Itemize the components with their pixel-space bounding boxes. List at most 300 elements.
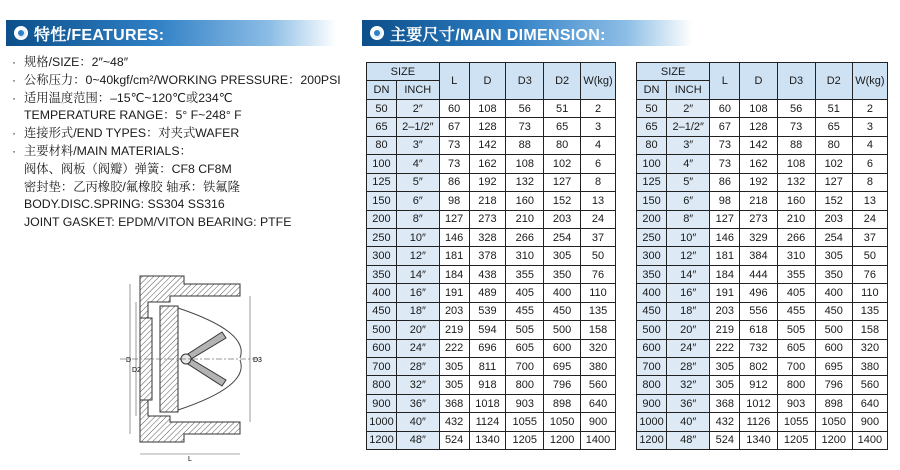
cell-weight: 24 — [852, 210, 887, 228]
feature-text: TEMPERATURE RANGE：5° F~248° F — [24, 108, 242, 123]
cell-dn: 50 — [637, 99, 667, 117]
header-d: D — [469, 63, 506, 100]
cell-d: 162 — [469, 155, 506, 173]
cell-inch: 16″ — [396, 284, 439, 302]
table-row — [367, 339, 616, 357]
cell-weight: 135 — [581, 302, 616, 320]
cell-l: 219 — [439, 321, 469, 339]
feature-line — [12, 196, 357, 214]
cell-dn: 800 — [367, 376, 397, 394]
cell-inch: 12″ — [396, 247, 439, 265]
cell-inch: 48″ — [396, 431, 439, 449]
feature-text: 适用温度范围：–15℃~120℃或234℃ — [24, 90, 233, 105]
features-section-header — [6, 20, 336, 46]
cell-d: 696 — [469, 339, 506, 357]
cell-d2: 51 — [544, 99, 581, 117]
cell-dn: 125 — [367, 173, 397, 191]
feature-line — [12, 90, 357, 108]
cell-weight: 900 — [581, 413, 616, 431]
cell-dn: 80 — [637, 136, 667, 154]
cell-inch: 24″ — [667, 339, 710, 357]
cell-d3: 266 — [506, 228, 544, 246]
cell-d: 618 — [740, 321, 777, 339]
table-row — [637, 118, 888, 136]
dimension-section-title: 主要尺寸/MAIN DIMENSION: — [390, 26, 606, 44]
cell-d: 489 — [469, 284, 506, 302]
bullet-circle-icon — [370, 26, 384, 40]
cell-d3: 355 — [506, 265, 544, 283]
cell-l: 184 — [710, 265, 740, 283]
cell-inch: 4″ — [667, 155, 710, 173]
cell-d: 539 — [469, 302, 506, 320]
table-row — [367, 376, 616, 394]
cell-l: 191 — [710, 284, 740, 302]
cell-inch: 8″ — [667, 210, 710, 228]
cell-inch: 14″ — [667, 265, 710, 283]
table-row — [367, 173, 616, 191]
feature-bullet: · — [12, 90, 17, 105]
cell-d: 108 — [740, 99, 777, 117]
cell-d: 1018 — [469, 394, 506, 412]
cell-d: 162 — [740, 155, 777, 173]
cell-weight: 8 — [852, 173, 887, 191]
table-row — [637, 228, 888, 246]
cell-weight: 640 — [852, 394, 887, 412]
cell-weight: 6 — [581, 155, 616, 173]
cell-d3: 88 — [506, 136, 544, 154]
cell-inch: 36″ — [667, 394, 710, 412]
cell-inch: 14″ — [396, 265, 439, 283]
cell-dn: 200 — [367, 210, 397, 228]
cell-dn: 350 — [367, 265, 397, 283]
cell-d3: 455 — [506, 302, 544, 320]
cell-dn: 700 — [637, 358, 667, 376]
table-row — [367, 210, 616, 228]
table-row — [637, 376, 888, 394]
cell-l: 305 — [710, 376, 740, 394]
cell-d: 142 — [469, 136, 506, 154]
cell-dn: 450 — [637, 302, 667, 320]
header-dn: DN — [637, 81, 667, 99]
cell-d2: 80 — [815, 136, 852, 154]
cell-weight: 158 — [581, 321, 616, 339]
cell-inch: 10″ — [396, 228, 439, 246]
feature-text: 公称压力：0~40kgf/cm²/WORKING PRESSURE：200PSI — [24, 72, 341, 87]
table-row — [637, 413, 888, 431]
feature-text: 主要材料/MAIN MATERIALS： — [24, 143, 192, 158]
cell-dn: 1000 — [367, 413, 397, 431]
cell-dn: 80 — [367, 136, 397, 154]
header-inch: INCH — [667, 81, 710, 99]
cell-d2: 127 — [544, 173, 581, 191]
cell-l: 98 — [439, 192, 469, 210]
cell-inch: 28″ — [396, 358, 439, 376]
cell-weight: 4 — [852, 136, 887, 154]
cell-d: 384 — [740, 247, 777, 265]
cell-d2: 500 — [815, 321, 852, 339]
cell-weight: 135 — [852, 302, 887, 320]
cell-inch: 18″ — [667, 302, 710, 320]
cell-inch: 18″ — [396, 302, 439, 320]
cell-d2: 51 — [815, 99, 852, 117]
cell-d2: 1200 — [815, 431, 852, 449]
table-row — [637, 284, 888, 302]
cell-d: 912 — [740, 376, 777, 394]
cell-d3: 1055 — [506, 413, 544, 431]
header-weight: W(kg) — [852, 63, 887, 100]
cell-inch: 40″ — [667, 413, 710, 431]
cell-d2: 695 — [815, 358, 852, 376]
cell-d3: 132 — [777, 173, 815, 191]
cell-inch: 2–1/2″ — [396, 118, 439, 136]
cell-d3: 903 — [777, 394, 815, 412]
table-row — [637, 431, 888, 449]
cell-l: 127 — [710, 210, 740, 228]
cell-d: 802 — [740, 358, 777, 376]
table-row — [637, 302, 888, 320]
cell-d: 273 — [740, 210, 777, 228]
cell-l: 368 — [710, 394, 740, 412]
cell-l: 432 — [439, 413, 469, 431]
cell-d2: 695 — [544, 358, 581, 376]
feature-line — [12, 214, 357, 232]
cell-inch: 40″ — [396, 413, 439, 431]
cell-dn: 150 — [367, 192, 397, 210]
table-row — [367, 413, 616, 431]
cell-inch: 32″ — [667, 376, 710, 394]
cell-d2: 203 — [815, 210, 852, 228]
cell-d3: 605 — [777, 339, 815, 357]
header-d3: D3 — [506, 63, 544, 100]
cell-l: 222 — [710, 339, 740, 357]
cell-inch: 48″ — [667, 431, 710, 449]
cell-l: 86 — [439, 173, 469, 191]
cell-l: 222 — [439, 339, 469, 357]
table-row — [367, 394, 616, 412]
feature-bullet: · — [12, 126, 17, 141]
cell-d3: 505 — [777, 321, 815, 339]
feature-text: 阀体、阀板（阀瓣）弹簧：CF8 CF8M — [24, 161, 232, 176]
cell-dn: 800 — [637, 376, 667, 394]
valve-section-drawing — [100, 262, 278, 462]
cell-d3: 605 — [506, 339, 544, 357]
cell-d: 192 — [740, 173, 777, 191]
cell-l: 73 — [710, 136, 740, 154]
cell-weight: 4 — [581, 136, 616, 154]
cell-l: 73 — [710, 155, 740, 173]
table-row — [637, 321, 888, 339]
cell-d3: 355 — [777, 265, 815, 283]
cell-d3: 88 — [777, 136, 815, 154]
cell-weight: 24 — [581, 210, 616, 228]
cell-d2: 305 — [815, 247, 852, 265]
cell-weight: 900 — [852, 413, 887, 431]
cell-d2: 350 — [815, 265, 852, 283]
feature-text: BODY.DISC.SPRING: SS304 SS316 — [24, 197, 225, 212]
cell-dn: 150 — [637, 192, 667, 210]
cell-d3: 210 — [506, 210, 544, 228]
cell-weight: 37 — [581, 228, 616, 246]
table-row — [367, 118, 616, 136]
bullet-circle-icon — [14, 26, 28, 40]
cell-dn: 65 — [367, 118, 397, 136]
cell-d2: 600 — [815, 339, 852, 357]
header-inch: INCH — [396, 81, 439, 99]
cell-weight: 3 — [852, 118, 887, 136]
cell-weight: 380 — [852, 358, 887, 376]
cell-d: 438 — [469, 265, 506, 283]
cell-weight: 380 — [581, 358, 616, 376]
cell-dn: 1200 — [367, 431, 397, 449]
cell-inch: 20″ — [667, 321, 710, 339]
cell-d: 1340 — [469, 431, 506, 449]
cell-inch: 2″ — [396, 99, 439, 117]
cell-d2: 600 — [544, 339, 581, 357]
table-row — [367, 358, 616, 376]
cell-d: 1012 — [740, 394, 777, 412]
feature-text: JOINT GASKET: EPDM/VITON BEARING: PTFE — [24, 215, 292, 230]
drawing-label-l: L — [188, 456, 192, 462]
cell-l: 73 — [439, 155, 469, 173]
cell-d2: 102 — [544, 155, 581, 173]
cell-inch: 3″ — [667, 136, 710, 154]
feature-text: 连接形式/END TYPES：对夹式WAFER — [24, 126, 240, 141]
cell-inch: 24″ — [396, 339, 439, 357]
cell-l: 305 — [710, 358, 740, 376]
cell-l: 67 — [710, 118, 740, 136]
cell-d: 1124 — [469, 413, 506, 431]
cell-d2: 400 — [815, 284, 852, 302]
table-row — [367, 265, 616, 283]
cell-d2: 102 — [815, 155, 852, 173]
feature-text: 密封垫：乙丙橡胶/氟橡胶 轴承：铁氟隆 — [24, 179, 240, 194]
cell-dn: 125 — [637, 173, 667, 191]
table-row — [637, 155, 888, 173]
cell-d3: 73 — [506, 118, 544, 136]
cell-inch: 16″ — [667, 284, 710, 302]
feature-line — [12, 125, 357, 143]
cell-d3: 505 — [506, 321, 544, 339]
cell-inch: 8″ — [396, 210, 439, 228]
cell-d: 108 — [469, 99, 506, 117]
cell-d2: 898 — [815, 394, 852, 412]
cell-d3: 310 — [777, 247, 815, 265]
cell-d2: 65 — [815, 118, 852, 136]
table-row — [637, 394, 888, 412]
cell-weight: 2 — [581, 99, 616, 117]
cell-l: 98 — [710, 192, 740, 210]
cell-l: 203 — [439, 302, 469, 320]
feature-line — [12, 107, 357, 125]
feature-line — [12, 161, 357, 179]
cell-weight: 2 — [852, 99, 887, 117]
cell-d2: 450 — [815, 302, 852, 320]
cell-l: 191 — [439, 284, 469, 302]
cell-d3: 108 — [506, 155, 544, 173]
cell-inch: 2–1/2″ — [667, 118, 710, 136]
header-weight: W(kg) — [581, 63, 616, 100]
table-row — [637, 247, 888, 265]
cell-d2: 796 — [544, 376, 581, 394]
cell-d3: 108 — [777, 155, 815, 173]
cell-d: 556 — [740, 302, 777, 320]
cell-d3: 405 — [777, 284, 815, 302]
header-d: D — [740, 63, 777, 100]
cell-d3: 800 — [777, 376, 815, 394]
cell-weight: 76 — [852, 265, 887, 283]
cell-dn: 700 — [367, 358, 397, 376]
cell-d: 218 — [740, 192, 777, 210]
cell-dn: 1200 — [637, 431, 667, 449]
cell-d: 142 — [740, 136, 777, 154]
cell-l: 432 — [710, 413, 740, 431]
cell-weight: 37 — [852, 228, 887, 246]
header-size: SIZE — [367, 63, 440, 81]
dimension-table-right — [636, 62, 888, 450]
cell-d: 192 — [469, 173, 506, 191]
cell-d2: 796 — [815, 376, 852, 394]
cell-d: 378 — [469, 247, 506, 265]
cell-inch: 36″ — [396, 394, 439, 412]
header-d3: D3 — [777, 63, 815, 100]
cell-l: 219 — [710, 321, 740, 339]
cell-dn: 250 — [637, 228, 667, 246]
cell-d: 496 — [740, 284, 777, 302]
table-row — [367, 247, 616, 265]
cell-d3: 800 — [506, 376, 544, 394]
cell-d3: 1205 — [777, 431, 815, 449]
cell-d2: 254 — [815, 228, 852, 246]
cell-dn: 1000 — [637, 413, 667, 431]
cell-d2: 152 — [544, 192, 581, 210]
feature-line — [12, 143, 357, 161]
cell-dn: 900 — [637, 394, 667, 412]
cell-inch: 5″ — [667, 173, 710, 191]
cell-d: 811 — [469, 358, 506, 376]
cell-inch: 2″ — [667, 99, 710, 117]
cell-inch: 5″ — [396, 173, 439, 191]
cell-d: 1340 — [740, 431, 777, 449]
cell-d: 128 — [469, 118, 506, 136]
table-row — [637, 99, 888, 117]
feature-bullet: · — [12, 72, 17, 87]
cell-d: 329 — [740, 228, 777, 246]
cell-weight: 6 — [852, 155, 887, 173]
cell-d3: 700 — [777, 358, 815, 376]
cell-d2: 80 — [544, 136, 581, 154]
cell-inch: 6″ — [667, 192, 710, 210]
cell-d2: 254 — [544, 228, 581, 246]
drawing-label-d2: D2 — [132, 367, 141, 374]
cell-inch: 4″ — [396, 155, 439, 173]
cell-l: 203 — [710, 302, 740, 320]
header-l: L — [439, 63, 469, 100]
cell-l: 181 — [439, 247, 469, 265]
cell-inch: 20″ — [396, 321, 439, 339]
header-l: L — [710, 63, 740, 100]
cell-d2: 400 — [544, 284, 581, 302]
cell-weight: 110 — [581, 284, 616, 302]
feature-line — [12, 179, 357, 197]
feature-bullet: · — [12, 55, 17, 69]
cell-d: 732 — [740, 339, 777, 357]
cell-l: 524 — [439, 431, 469, 449]
cell-inch: 12″ — [667, 247, 710, 265]
cell-inch: 10″ — [667, 228, 710, 246]
cell-weight: 50 — [581, 247, 616, 265]
cell-d3: 73 — [777, 118, 815, 136]
cell-l: 127 — [439, 210, 469, 228]
header-d2: D2 — [544, 63, 581, 100]
table-row — [637, 265, 888, 283]
cell-dn: 600 — [637, 339, 667, 357]
cell-d2: 127 — [815, 173, 852, 191]
cell-weight: 13 — [581, 192, 616, 210]
table-row — [367, 302, 616, 320]
cell-l: 181 — [710, 247, 740, 265]
cell-dn: 400 — [637, 284, 667, 302]
cell-dn: 900 — [367, 394, 397, 412]
cell-d2: 450 — [544, 302, 581, 320]
cell-weight: 560 — [581, 376, 616, 394]
table-row — [637, 136, 888, 154]
table-row — [367, 155, 616, 173]
cell-dn: 100 — [637, 155, 667, 173]
cell-inch: 6″ — [396, 192, 439, 210]
cell-dn: 300 — [637, 247, 667, 265]
cell-weight: 320 — [852, 339, 887, 357]
cell-weight: 1400 — [852, 431, 887, 449]
feature-text: 规格/SIZE：2″~48″ — [24, 55, 129, 69]
cell-dn: 400 — [367, 284, 397, 302]
cell-dn: 250 — [367, 228, 397, 246]
cell-d: 273 — [469, 210, 506, 228]
cell-weight: 1400 — [581, 431, 616, 449]
cell-dn: 600 — [367, 339, 397, 357]
table-row — [637, 173, 888, 191]
table-row — [637, 339, 888, 357]
cell-d3: 700 — [506, 358, 544, 376]
cell-d3: 132 — [506, 173, 544, 191]
cell-l: 60 — [439, 99, 469, 117]
cell-weight: 3 — [581, 118, 616, 136]
cell-d2: 898 — [544, 394, 581, 412]
table-row — [367, 192, 616, 210]
cell-l: 368 — [439, 394, 469, 412]
cell-weight: 110 — [852, 284, 887, 302]
cell-d3: 56 — [506, 99, 544, 117]
drawing-label-d3: D3 — [253, 357, 262, 364]
cell-d2: 1200 — [544, 431, 581, 449]
cell-d3: 405 — [506, 284, 544, 302]
cell-dn: 200 — [637, 210, 667, 228]
cell-d: 594 — [469, 321, 506, 339]
header-dn: DN — [367, 81, 397, 99]
cell-weight: 560 — [852, 376, 887, 394]
cell-d3: 310 — [506, 247, 544, 265]
cell-weight: 13 — [852, 192, 887, 210]
header-size: SIZE — [637, 63, 710, 81]
table-row — [367, 136, 616, 154]
cell-l: 184 — [439, 265, 469, 283]
cell-d2: 1050 — [815, 413, 852, 431]
header-d2: D2 — [815, 63, 852, 100]
cell-d3: 210 — [777, 210, 815, 228]
table-row — [367, 284, 616, 302]
feature-line — [12, 54, 357, 72]
features-list — [12, 54, 357, 232]
cell-d3: 56 — [777, 99, 815, 117]
